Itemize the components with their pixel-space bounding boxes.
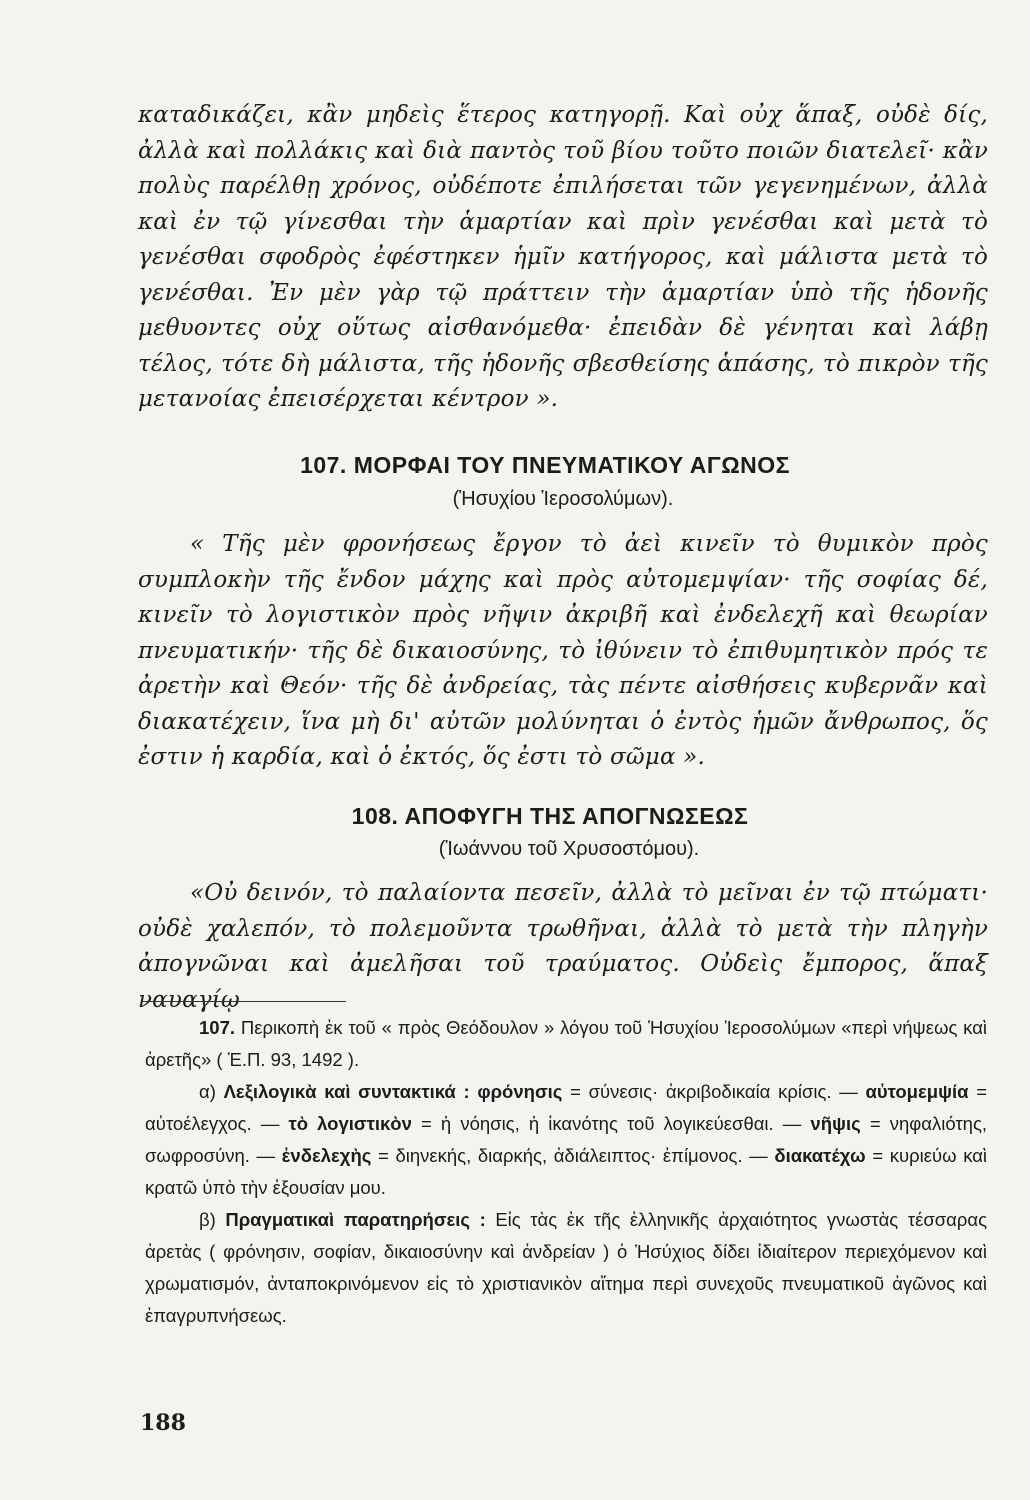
part-a-term: αὐτομεμψία	[865, 1081, 969, 1102]
section-108-quote-block	[138, 876, 988, 1018]
section-107-source: (Ἡσυχίου Ἱεροσολύμων).	[452, 488, 674, 510]
section-107-quote-block	[138, 527, 988, 776]
section-108-quote: «Οὐ δεινόν, τὸ παλαίοντα πεσεῖν, ἀλλὰ τὸ μεῖναι ἐν τῷ πτώματι· οὐδὲ χαλεπόν, τὸ πολεμοῦντα τρωθῆναι, ἀλλὰ τὸ μετὰ τὴν πληγὴν ἀπογνῶναι καὶ ἀμελῆσαι τοῦ τραύματος. Οὐδεὶς ἔμπορος, ἅπαξ ναυαγίῳ	[138, 880, 988, 1013]
section-107-quote: « Τῆς μὲν φρονήσεως ἔργον τὸ ἀεὶ κινεῖν τὸ θυμικὸν πρὸς συμπλοκὴν τῆς ἔνδον μάχης καὶ πρὸς αὐτομεμψίαν· τῆς σοφίας δέ, κινεῖν τὸ λογιστικὸν πρὸς νῆψιν ἀκριβῆ καὶ ἐνδελεχῆ καὶ θεωρίαν πνευματικήν· τῆς δὲ δικαιοσύνης, τὸ ἰθύνειν τὸ ἐπιθυμητικὸν πρός τε ἀρετὴν καὶ Θεόν· τῆς δὲ ἀνδρείας, τὰς πέντε αἰσθήσεις κυβερνᾶν καὶ διακατέχειν, ἵνα μὴ δι' αὐτῶν μολύνηται ὁ ἐντὸς ἡμῶν ἄνθρωπος, ὅς ἐστιν ἡ καρδία, καὶ ὁ ἐκτός, ὅς ἐστι τὸ σῶμα ».	[138, 531, 988, 770]
part-a-definition: = ἡ νόησις, ἡ ἱκανότης τοῦ λογικεύεσθαι. —	[421, 1113, 802, 1134]
part-a-term: φρόνησις	[477, 1081, 563, 1102]
footnote-divider	[143, 1001, 346, 1002]
part-b-title: Πραγματικαὶ παρατηρήσεις :	[225, 1209, 486, 1230]
part-b-label: β)	[199, 1209, 216, 1230]
part-b-text: Εἰς τὰς ἐκ τῆς ἑλληνικῆς ἀρχαιότητος γνωστὰς τέσσαρας ἀρετὰς ( φρόνησιν, σοφίαν, δικαιοσύνην καὶ ἀνδρείαν ) ὁ Ἡσύχιος δίδει ἰδιαίτερον περιεχόμενον καὶ χρωματισμόν, ἀνταποκρινόμενον εἰς τὸ χριστιανικὸν αἴτημα περὶ συνεχοῦς πνευματικοῦ ἀγῶνος καὶ ἐπαγρυπνήσεως.	[145, 1209, 987, 1326]
part-a-definition: = νηφαλιότης, σωφροσύνη. —	[145, 1113, 988, 1166]
part-a-term: διακατέχω	[774, 1145, 866, 1166]
section-108-heading: 108. ΑΠΟΦΥΓΗ ΤΗΣ ΑΠΟΓΝΩΣΕΩΣ	[351, 803, 749, 829]
part-a-label: α)	[199, 1081, 216, 1102]
part-a-term: ἐνδελεχὴς	[281, 1145, 372, 1166]
footnote-part-b	[145, 1204, 987, 1332]
part-a-definition: = κυριεύω καὶ κρατῶ ὑπὸ τὴν ἐξουσίαν μου.	[145, 1145, 988, 1198]
part-a-term: τὸ λογιστικὸν	[288, 1113, 412, 1134]
part-a-title: Λεξιλογικὰ καὶ συντακτικά :	[223, 1081, 470, 1102]
footnote-number: 107.	[199, 1017, 236, 1038]
footnote-block	[145, 1012, 987, 1332]
part-a-definition: = αὐτοέλεγχος. —	[145, 1081, 988, 1134]
footnote-intro-text: Περικοπὴ ἐκ τοῦ « πρὸς Θεόδουλον » λόγου τοῦ Ἡσυχίου Ἱεροσολύμων «περὶ νήψεως καὶ ἀρετῆς» ( Ἑ.Π. 93, 1492 ).	[145, 1017, 988, 1070]
part-a-definition: = διηνεκής, διαρκής, ἀδιάλειπτος· ἐπίμονος. —	[378, 1145, 768, 1166]
section-107-heading: 107. ΜΟΡΦΑΙ ΤΟΥ ΠΝΕΥΜΑΤΙΚΟΥ ΑΓΩΝΟΣ	[300, 452, 790, 478]
footnote-part-a	[145, 1076, 987, 1204]
intro-paragraph: καταδικάζει, κἂν μηδεὶς ἕτερος κατηγορῇ. Καὶ οὐχ ἅπαξ, οὐδὲ δίς, ἀλλὰ καὶ πολλάκις καὶ διὰ παντὸς τοῦ βίου τοῦτο ποιῶν διατελεῖ· κἂν πολὺς παρέλθῃ χρόνος, οὐδέποτε ἐπιλήσεται τῶν γεγενημένων, ἀλλὰ καὶ ἐν τῷ γίνεσθαι τὴν ἁμαρτίαν καὶ πρὶν γενέσθαι καὶ μετὰ τὸ γενέσθαι σφοδρὸς ἐφέστηκεν ἡμῖν κατήγορος, καὶ μάλιστα μετὰ τὸ γενέσθαι. Ἐν μὲν γὰρ τῷ πράττειν τὴν ἁμαρτίαν ὑπὸ τῆς ἡδονῆς μεθυοντες οὐχ οὕτως αἰσθανόμεθα· ἐπειδὰν δὲ γένηται καὶ λάβῃ τέλος, τότε δὴ μάλιστα, τῆς ἡδονῆς σβεσθείσης ἁπάσης, τὸ πικρὸν τῆς μετανοίας ἐπεισέρχεται κέντρον ».	[138, 102, 988, 412]
intro-paragraph-block	[138, 98, 988, 418]
part-a-term: νῆψις	[810, 1113, 861, 1134]
page-number: 188	[140, 1410, 186, 1436]
part-a-definition: = σύνεσις· ἀκριβοδικαία κρίσις. —	[570, 1081, 858, 1102]
footnote-intro	[145, 1012, 987, 1076]
section-108-source: (Ἰωάννου τοῦ Χρυσοστόμου).	[438, 838, 700, 860]
